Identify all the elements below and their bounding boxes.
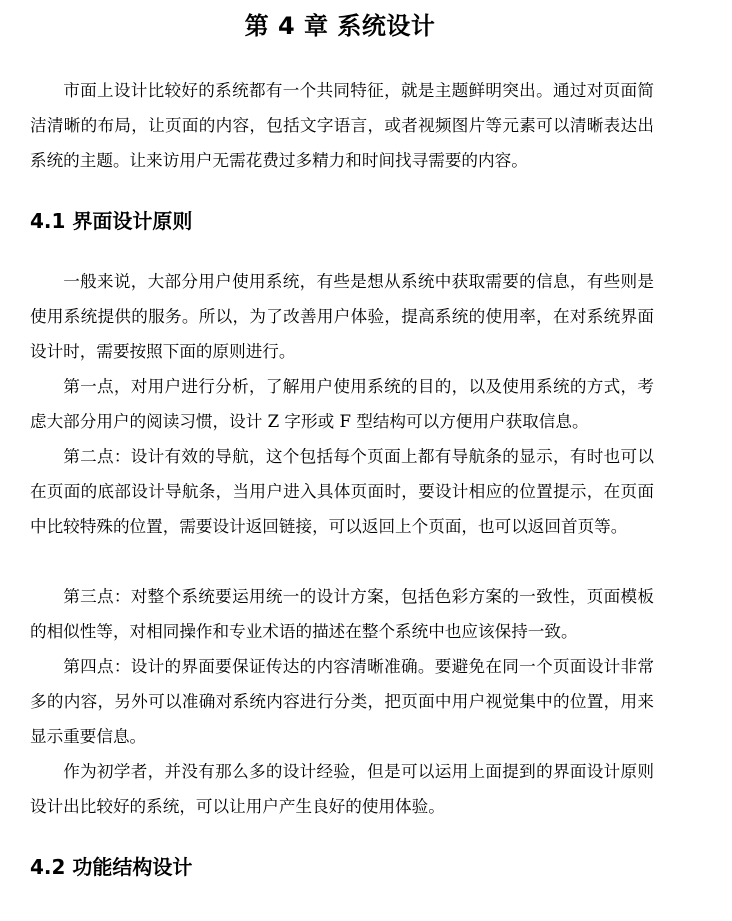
chapter-title: 第 4 章 系统设计 bbox=[244, 12, 436, 40]
paragraph-conclusion: 作为初学者，并没有那么多的设计经验，但是可以运用上面提到的界面设计原则设计出比较好的系统，可以让用户产生良好的使用体验。 bbox=[30, 762, 654, 816]
paragraph-point-one: 第一点，对用户进行分析，了解用户使用系统的目的，以及使用系统的方式，考虑大部分用户的阅读习惯，设计 Z 字形或 F 型结构可以方便用户获取信息。 bbox=[30, 377, 654, 431]
paragraph-point-two: 第二点：设计有效的导航，这个包括每个页面上都有导航条的显示，有时也可以在页面的底部设计导航条，当用户进入具体页面时，要设计相应的位置提示，在页面中比较特殊的位置，需要设计返回链接，可以返回上个页面，也可以返回首页等。 bbox=[30, 447, 654, 536]
section-heading-4-2: 4.2 功能结构设计 bbox=[30, 855, 193, 879]
paragraph-point-four: 第四点：设计的界面要保证传达的内容清晰准确。要避免在同一个页面设计非常多的内容，另外可以准确对系统内容进行分类，把页面中用户视觉集中的位置，用来显示重要信息。 bbox=[30, 657, 654, 746]
paragraph-general: 一般来说，大部分用户使用系统，有些是想从系统中获取需要的信息，有些则是使用系统提供的服务。所以，为了改善用户体验，提高系统的使用率，在对系统界面设计时，需要按照下面的原则进行。 bbox=[30, 272, 654, 361]
intro-paragraph: 市面上设计比较好的系统都有一个共同特征，就是主题鲜明突出。通过对页面简洁清晰的布局，让页面的内容，包括文字语言，或者视频图片等元素可以清晰表达出系统的主题。让来访用户无需花费过多精力和时间找寻需要的内容。 bbox=[30, 81, 654, 170]
paragraph-point-three: 第三点：对整个系统要运用统一的设计方案，包括色彩方案的一致性，页面模板的相似性等，对相同操作和专业术语的描述在整个系统中也应该保持一致。 bbox=[30, 587, 654, 641]
section-heading-4-1: 4.1 界面设计原则 bbox=[30, 209, 193, 233]
